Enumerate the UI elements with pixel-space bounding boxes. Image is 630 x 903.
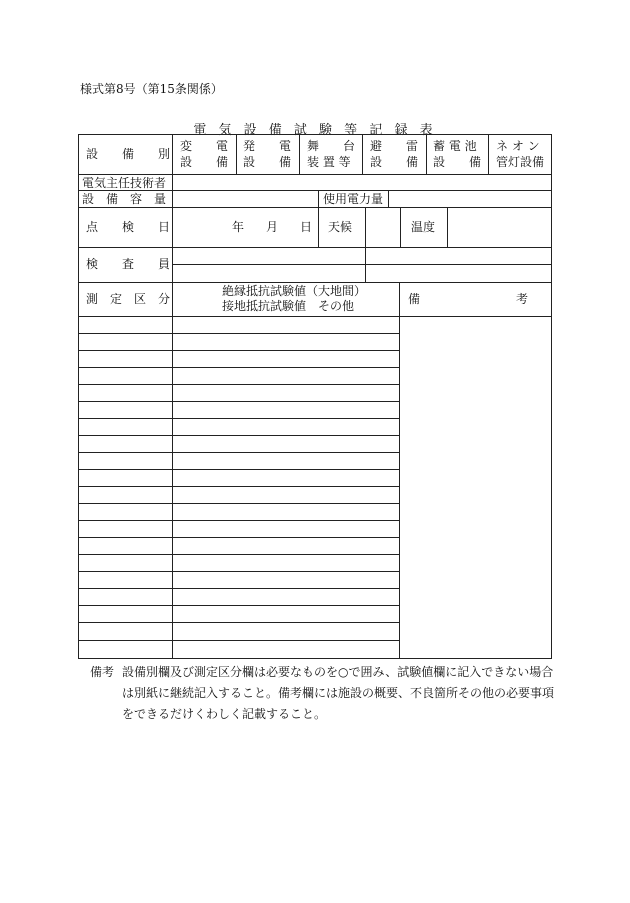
column-line	[236, 134, 237, 174]
form-number: 様式第8号（第15条関係）	[80, 82, 223, 96]
grid-row-line	[78, 401, 400, 402]
remarks-label: 備 考	[408, 292, 529, 306]
equipment-col-line1: 舞 台	[307, 139, 356, 153]
equipment-col-line2: 装 置 等	[307, 155, 351, 169]
temperature-field[interactable]	[448, 208, 551, 246]
measurement-label: 測 定 区 分	[86, 292, 171, 306]
document-title: 電 気 設 備 試 験 等 記 録 表	[193, 123, 437, 138]
equipment-col-line1: 発 電	[243, 139, 292, 153]
insulation-test-label: 絶縁抵抗試験値（大地間）	[222, 284, 367, 298]
equipment-col-line2: 設 備	[433, 155, 482, 169]
grid-row-line	[78, 435, 400, 436]
inspector-label: 検 査 員	[86, 257, 171, 271]
equipment-col-line2: 設 備	[370, 155, 419, 169]
equipment-col-line1: ネ オ ン	[496, 139, 540, 153]
grid-row-line	[78, 605, 400, 606]
capacity-field[interactable]	[173, 191, 317, 206]
power-usage-label: 使用電力量	[323, 192, 384, 206]
column-line	[400, 207, 401, 247]
column-line	[299, 134, 300, 174]
grid-row-line	[78, 537, 400, 538]
temperature-label: 温度	[411, 220, 436, 234]
grid-row-line	[78, 640, 400, 641]
row-line	[172, 264, 552, 265]
inspector-field[interactable]	[173, 248, 364, 263]
column-line	[318, 190, 319, 207]
grid-row-line	[78, 622, 400, 623]
date-day-label: 日	[300, 220, 313, 234]
weather-label: 天候	[328, 220, 353, 234]
weather-field[interactable]	[366, 208, 399, 246]
grid-row-line	[78, 588, 400, 589]
grid-row-line	[78, 469, 400, 470]
grid-row-line	[78, 571, 400, 572]
column-line	[318, 207, 319, 247]
column-line	[488, 134, 489, 174]
remarks-field[interactable]	[400, 317, 551, 658]
capacity-label: 設 備 容 量	[82, 192, 167, 206]
grid-row-line	[78, 367, 400, 368]
grid-row-line	[78, 554, 400, 555]
equipment-col-line2: 管灯設備	[496, 155, 545, 169]
equipment-col-line2: 設 備	[180, 155, 229, 169]
date-year-label: 年	[232, 220, 245, 234]
column-line	[362, 134, 363, 174]
equipment-col-line1: 変 電	[180, 139, 229, 153]
equipment-type-label: 設 備 別	[86, 147, 171, 161]
equipment-col-line1: 避 雷	[370, 139, 419, 153]
grid-row-line	[78, 333, 400, 334]
notes-text: 設備別欄及び測定区分欄は必要なものを○で囲み、試験値欄に記入できない場合は別紙に継続記入すること。備考欄には施設の概要、不良箇所その他の必要事項をできるだけくわしく記載すること。	[122, 665, 555, 721]
column-line	[426, 134, 427, 174]
grid-row-line	[78, 486, 400, 487]
engineer-field[interactable]	[173, 175, 551, 189]
grid-row-line	[78, 503, 400, 504]
equipment-col-line1: 蓄 電 池	[433, 139, 477, 153]
power-usage-field[interactable]	[389, 191, 551, 206]
date-month-label: 月	[266, 220, 279, 234]
grid-row-line	[78, 520, 400, 521]
grounding-test-label: 接地抵抗試験値 その他	[222, 299, 355, 313]
grid-row-line	[78, 350, 400, 351]
inspection-date-label: 点 検 日	[86, 220, 171, 234]
grid-row-line	[78, 418, 400, 419]
notes-label: 備考	[90, 665, 115, 679]
grid-row-line	[78, 452, 400, 453]
equipment-col-line2: 設 備	[243, 155, 292, 169]
engineer-label: 電気主任技術者	[82, 176, 167, 190]
row-line	[78, 282, 552, 283]
column-line	[172, 282, 173, 659]
grid-row-line	[78, 384, 400, 385]
